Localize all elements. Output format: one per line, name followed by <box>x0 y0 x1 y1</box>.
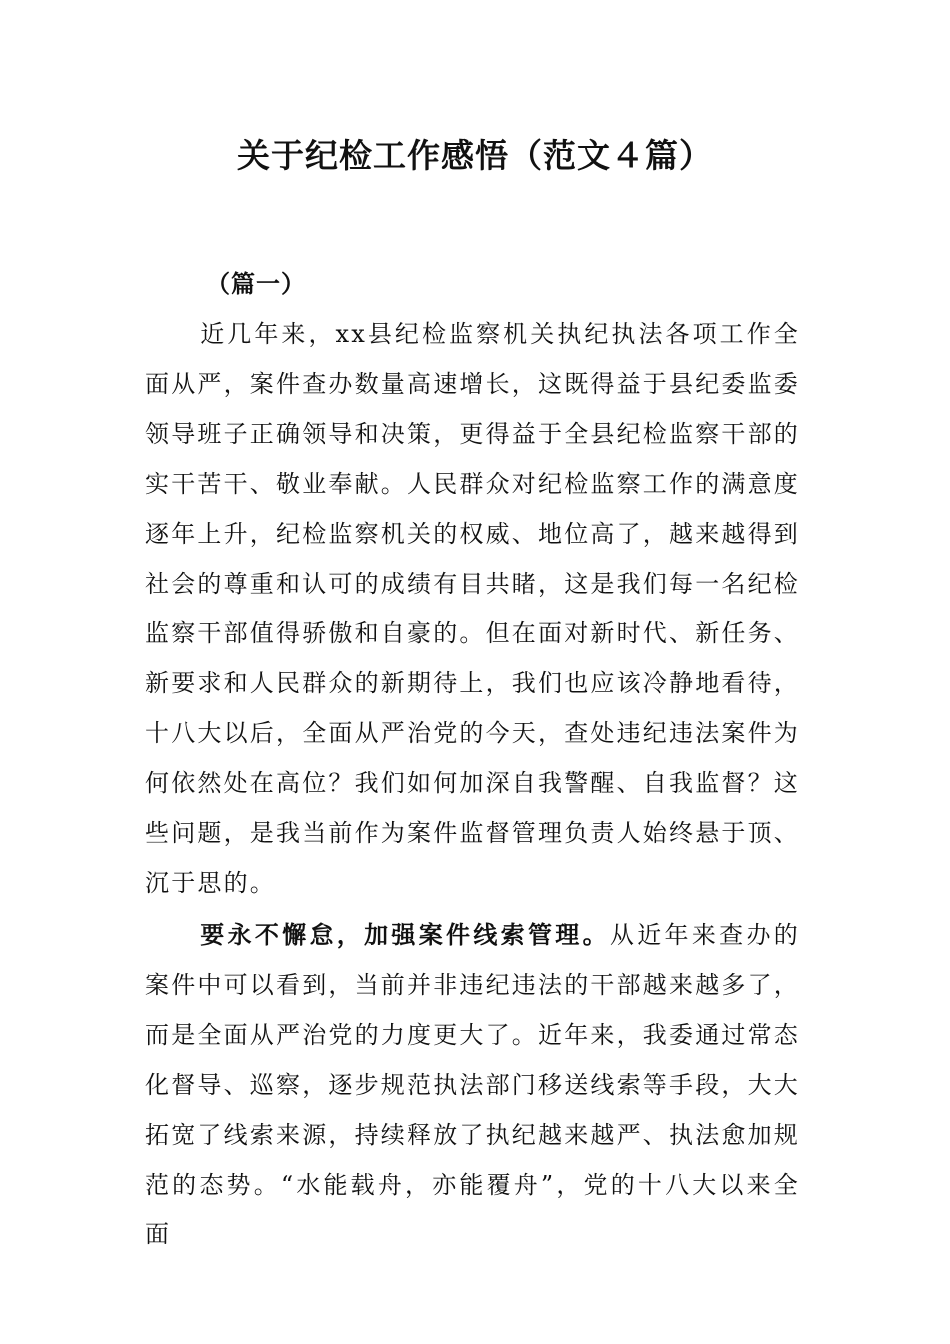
paragraph-body-text: 从近年来查办的案件中可以看到，当前并非违纪违法的干部越来越多了，而是全面从严治党的力度更大了。近年来，我委通过常态化督导、巡察，逐步规范执法部门移送线索等手段，大大拓宽了线索来源，持续释放了执纪越来越严、执法愈加规范的态势。“水能载舟，亦能覆舟”，党的十八大以来全面 <box>145 921 800 1249</box>
document-title: 关于纪检工作感悟（范文４篇） <box>237 136 713 175</box>
paragraph-lead-sentence: 要永不懈怠，加强案件线索管理。 <box>200 920 610 949</box>
section-heading: （篇一） <box>206 269 306 298</box>
body-paragraph <box>145 910 800 1260</box>
body-paragraph: 近几年来，xx县纪检监察机关执纪执法各项工作全面从严，案件查办数量高速增长，这既得益于县纪委监委领导班子正确领导和决策，更得益于全县纪检监察干部的实干苦干、敬业奉献。人民群众对纪检监察工作的满意度逐年上升，纪检监察机关的权威、地位高了，越来越得到社会的尊重和认可的成绩有目共睹，这是我们每一名纪检监察干部值得骄傲和自豪的。但在面对新时代、新任务、新要求和人民群众的新期待上，我们也应该冷静地看待，十八大以后，全面从严治党的今天，查处违纪违法案件为何依然处在高位？我们如何加深自我警醒、自我监督？这些问题，是我当前作为案件监督管理负责人始终悬于顶、沉于思的。 <box>145 320 800 897</box>
